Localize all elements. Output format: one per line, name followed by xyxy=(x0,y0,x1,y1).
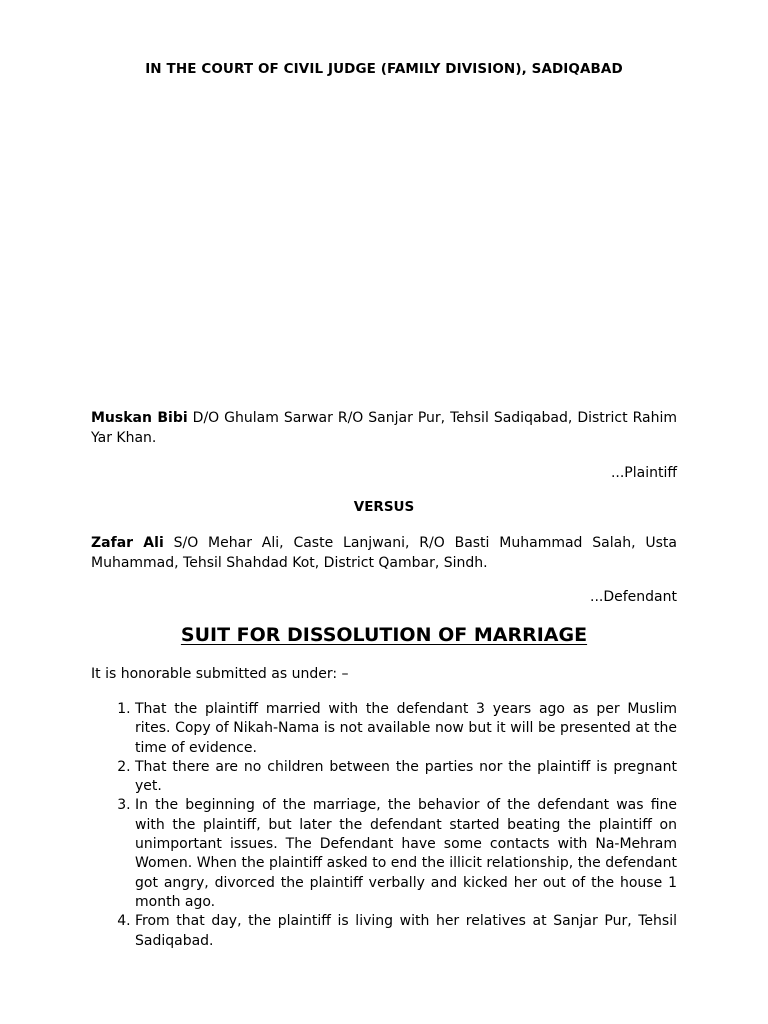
plaintiff-role-label: ...Plaintiff xyxy=(610,465,677,481)
defendant-description xyxy=(91,534,677,573)
list-item: 4. From that day, the plaintiff is living with her relatives at Sanjar Pur, Tehsil Sadiqabad. xyxy=(135,912,677,951)
versus-heading: VERSUS xyxy=(353,499,415,515)
defendant-details: S/O Mehar Ali, Caste Lanjwani, R/O Basti Muhammad Salah, Usta Muhammad, Tehsil Shahdad Kot, District Qambar, Sindh. xyxy=(91,535,677,571)
suit-title: SUIT FOR DISSOLUTION OF MARRIAGE xyxy=(180,624,588,646)
intro-text: It is honorable submitted as under: – xyxy=(91,666,349,682)
plaintiff-details: D/O Ghulam Sarwar R/O Sanjar Pur, Tehsil Sadiqabad, District Rahim Yar Khan. xyxy=(91,410,677,446)
list-item: 3. In the beginning of the marriage, the behavior of the defendant was fine with the plaintiff, but later the defendant started beating the plaintiff on unimportant issues. The Defendant have some contacts with Na-Mehram Women. When the plaintiff asked to end the illicit relationship, the defendant got angry, divorced the plaintiff verbally and kicked her out of the house 1 month ago. xyxy=(135,796,677,912)
defendant-role-label: ...Defendant xyxy=(590,589,677,605)
plaintiff-description xyxy=(91,409,677,448)
list-item: 1. That the plaintiff married with the defendant 3 years ago as per Muslim rites. Copy of Nikah-Nama is not available now but it will be presented at the time of evidence. xyxy=(135,700,677,758)
defendant-name: Zafar Ali xyxy=(91,535,164,551)
list-item: 2. That there are no children between the parties nor the plaintiff is pregnant yet. xyxy=(135,758,677,797)
points-list xyxy=(91,700,677,951)
court-heading: IN THE COURT OF CIVIL JUDGE (FAMILY DIVISION), SADIQABAD xyxy=(145,61,623,77)
plaintiff-name: Muskan Bibi xyxy=(91,410,188,426)
